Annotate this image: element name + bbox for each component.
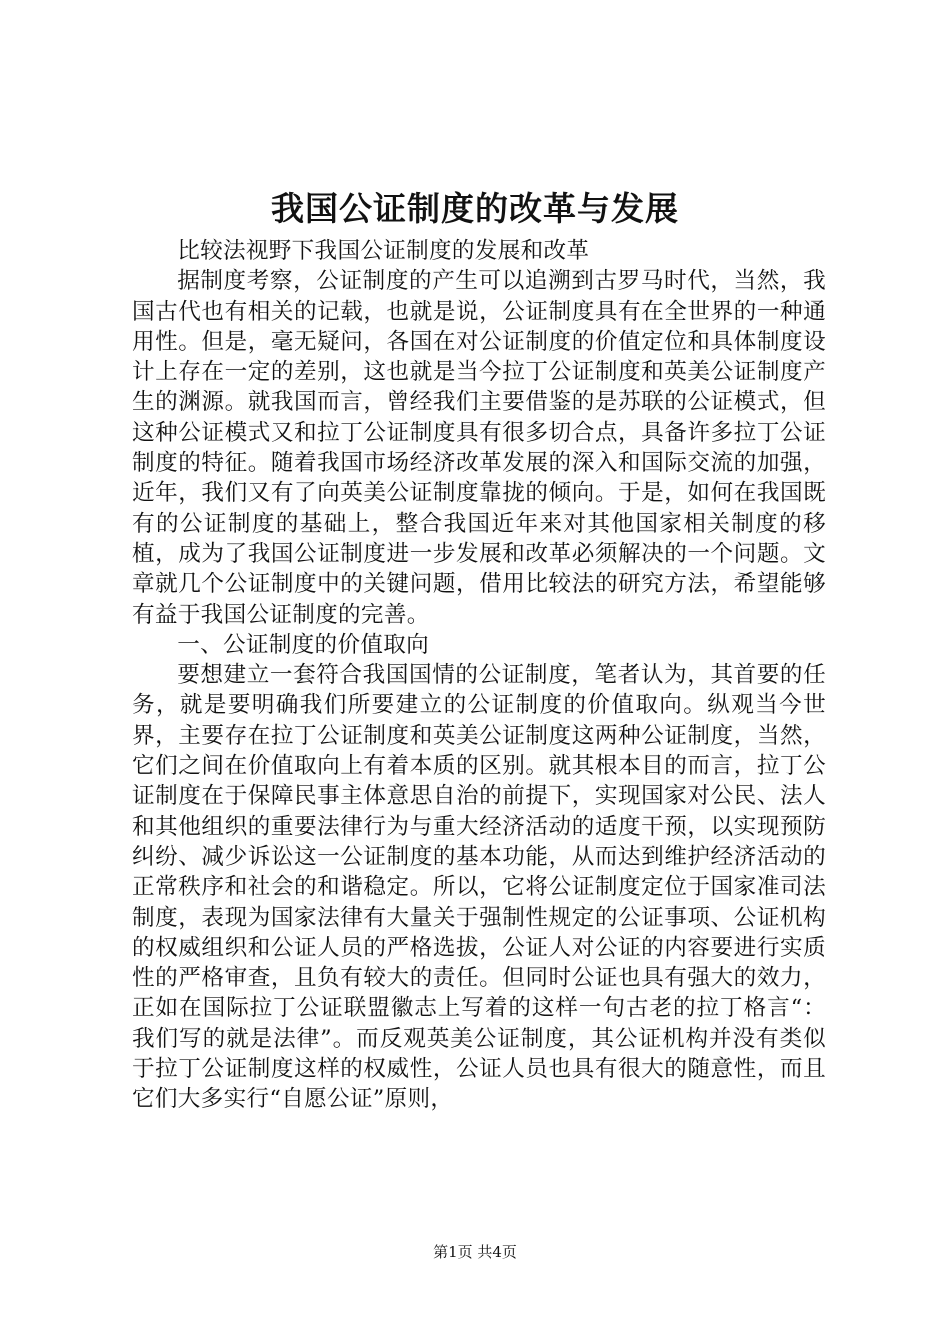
document-title: 我国公证制度的改革与发展 (271, 189, 679, 228)
document-body (132, 236, 826, 1115)
body-paragraph-value-orientation: 要想建立一套符合我国国情的公证制度，笔者认为，其首要的任务，就是要明确我们所要建立的公证制度的价值取向。纵观当今世界，主要存在拉丁公证制度和英美公证制度这两种公证制度，当然，它们之间在价值取向上有着本质的区别。就其根本目的而言，拉丁公证制度在于保障民事主体意思自治的前提下，实现国家对公民、法人和其他组织的重要法律行为与重大经济活动的适度干预，以实现预防纠纷、减少诉讼这一公证制度的基本功能，从而达到维护经济活动的正常秩序和社会的和谐稳定。所以，它将公证制度定位于国家准司法制度，表现为国家法律有大量关于强制性规定的公证事项、公证机构的权威组织和公证人员的严格选拔，公证人对公证的内容要进行实质性的严格审查，且负有较大的责任。但同时公证也具有强大的效力，正如在国际拉丁公证联盟徽志上写着的这样一句古老的拉丁格言“：我们写的就是法律”。而反观英美公证制度，其公证机构并没有类似于拉丁公证制度这样的权威性，公证人员也具有很大的随意性，而且它们大多实行“自愿公证”原则， (132, 662, 826, 1113)
section-heading-value-orientation: 一、公证制度的价值取向 (177, 631, 430, 658)
page-footer: 第1页 共4页 (433, 1243, 517, 1261)
body-paragraph-intro: 据制度考察，公证制度的产生可以追溯到古罗马时代，当然，我国古代也有相关的记载，也就是说，公证制度具有在全世界的一种通用性。但是，毫无疑问，各国在对公证制度的价值定位和具体制度设计上存在一定的差别，这也就是当今拉丁公证制度和英美公证制度产生的渊源。就我国而言，曾经我们主要借鉴的是苏联的公证模式，但这种公证模式又和拉丁公证制度具有很多切合点，具备许多拉丁公证制度的特征。随着我国市场经济改革发展的深入和国际交流的加强，近年，我们又有了向英美公证制度靠拢的倾向。于是，如何在我国既有的公证制度的基础上，整合我国近年来对其他国家相关制度的移植，成为了我国公证制度进一步发展和改革必须解决的一个问题。文章就几个公证制度中的关键问题，借用比较法的研究方法，希望能够有益于我国公证制度的完善。 (132, 268, 826, 628)
body-paragraph-subtitle: 比较法视野下我国公证制度的发展和改革 (177, 238, 590, 264)
